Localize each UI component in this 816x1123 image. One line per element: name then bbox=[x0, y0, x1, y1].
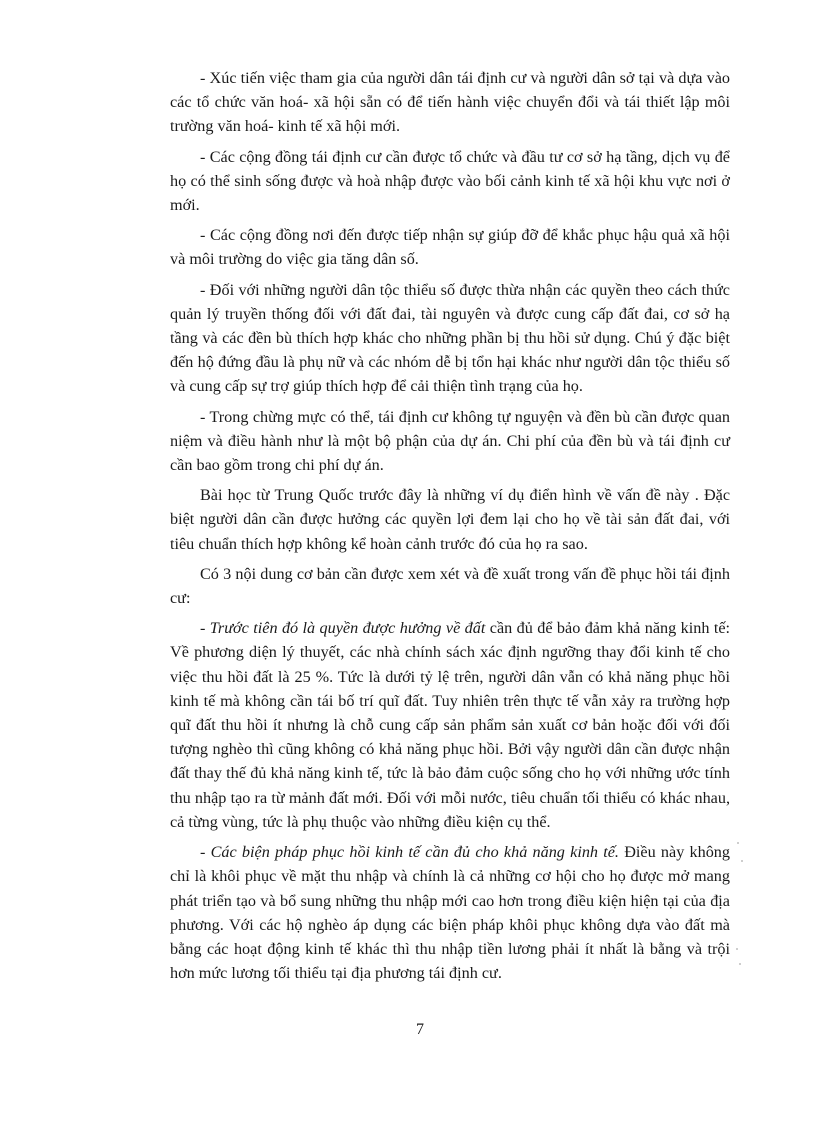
paragraph-1: - Xúc tiến việc tham gia của người dân tái định cư và người dân sở tại và dựa vào các tổ chức văn hoá- xã hội sẵn có để tiến hành việc chuyển đổi và tái thiết lập môi trường văn hoá- kinh tế xã hội mới. bbox=[170, 69, 730, 136]
paragraph-3: - Các cộng đồng nơi đến được tiếp nhận sự giúp đỡ để khắc phục hậu quả xã hội và môi trường do việc gia tăng dân số. bbox=[170, 226, 730, 269]
paragraph-8 bbox=[170, 616, 730, 834]
page-number: 7 bbox=[416, 1021, 424, 1038]
paragraph-5: - Trong chừng mực có thể, tái định cư không tự nguyện và đền bù cần được quan niệm và điều hành như là một bộ phận của dự án. Chi phí của đền bù và tái định cư cần bao gồm trong chi phí dự án. bbox=[170, 407, 730, 475]
paragraph-9-body: Điều này không chỉ là khôi phục về mặt thu nhập và chính là cả những cơ hội cho họ được mở mang phát triển tạo và bổ sung những thu nhập mới cao hơn trong điều kiện hiện tại của địa phương. Với các hộ nghèo áp dụng các biện pháp khôi phục không dựa vào đất mà bằng các hoạt động kinh tế khác thì thu nhập tiền lương phải ít nhất là bằng và trội hơn mức lương tối thiểu tại địa phương tái định cư. bbox=[170, 843, 730, 983]
paragraph-8-emphasis: - Trước tiên đó là quyền được hưởng về đất bbox=[200, 619, 486, 638]
paragraph-6: Bài học từ Trung Quốc trước đây là những ví dụ điển hình về vấn đề này . Đặc biệt người dân cần được hưởng các quyền lợi đem lại cho họ về tài sản đất đai, với tiêu chuẩn thích hợp không kể hoàn cảnh trước đó của họ ra sao. bbox=[170, 486, 730, 553]
body-text bbox=[170, 66, 730, 991]
scan-speck bbox=[741, 860, 743, 862]
scan-speck bbox=[736, 948, 738, 950]
scan-speck bbox=[739, 963, 741, 965]
scan-speck bbox=[737, 842, 739, 844]
paragraph-9-emphasis: - Các biện pháp phục hồi kinh tế cần đủ cho khả năng kinh tế. bbox=[200, 843, 619, 862]
paragraph-2: - Các cộng đồng tái định cư cần được tổ chức và đầu tư cơ sở hạ tầng, dịch vụ để họ có thể sinh sống được và hoà nhập được vào bối cảnh kinh tế xã hội khu vực nơi ở mới. bbox=[170, 147, 730, 215]
paragraph-4: - Đối với những người dân tộc thiểu số được thừa nhận các quyền theo cách thức quản lý truyền thống đối với đất đai, tài nguyên và được cung cấp đất đai, cơ sở hạ tầng và các đền bù thích hợp khác cho những phần bị thu hồi sử dụng. Chú ý đặc biệt đến hộ đứng đầu là phụ nữ và các nhóm dễ bị tổn hại khác như người dân tộc thiểu số và cung cấp sự trợ giúp thích hợp để cải thiện tình trạng của họ. bbox=[170, 280, 730, 396]
scan-mark bbox=[394, 0, 400, 4]
paragraph-8-body: cần đủ để bảo đảm khả năng kinh tế: Về phương diện lý thuyết, các nhà chính sách xác định ngưỡng thay đổi kinh tế cho việc thu hồi đất là 25 %. Tức là dưới tỷ lệ trên, người dân vẫn có khả năng phục hồi kinh tế mà không cần tái bố trí quĩ đất. Tuy nhiên trên thực tế vẫn xảy ra trường hợp quĩ đất thu hồi ít nhưng là chỗ cung cấp sản phẩm sản xuất cơ bản hoặc đối với đối tượng nghèo thì cũng không có khả năng phục hồi. Bởi vậy người dân cần được nhận đất thay thế đủ khả năng kinh tế, tức là bảo đảm cuộc sống cho họ với những ước tính thu nhập tạo ra từ mảnh đất mới. Đối với mỗi nước, tiêu chuẩn tối thiểu có khác nhau, cả từng vùng, tức là phụ thuộc vào những điều kiện cụ thể. bbox=[170, 619, 730, 831]
paragraph-7: Có 3 nội dung cơ bản cần được xem xét và đề xuất trong vấn đề phục hồi tái định cư: bbox=[170, 564, 730, 608]
paragraph-9 bbox=[170, 840, 730, 985]
